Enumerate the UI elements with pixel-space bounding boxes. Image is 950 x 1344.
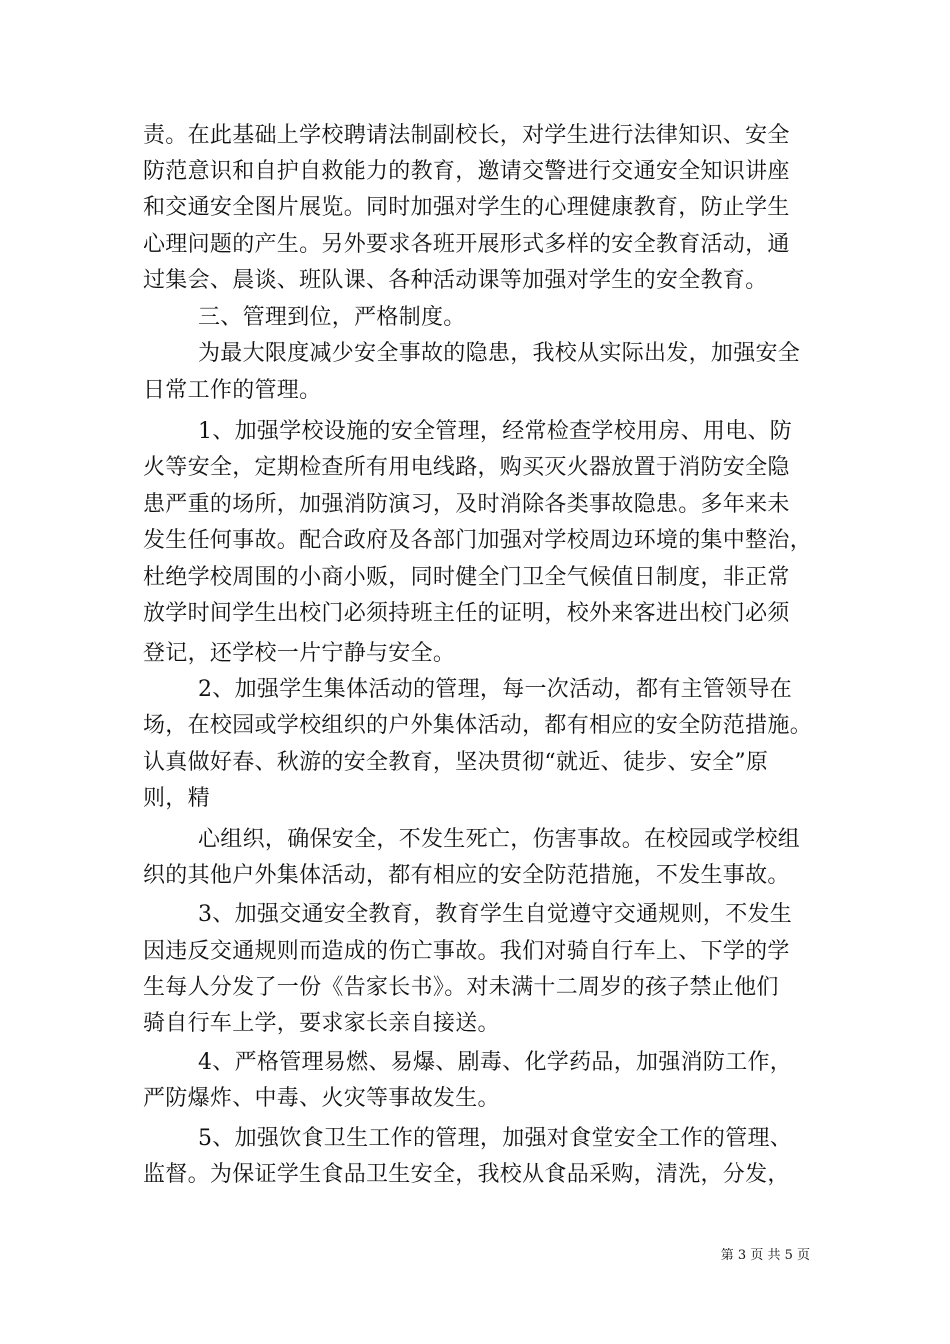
- text-line: 责。在此基础上学校聘请法制副校长，对学生进行法律知识、安全: [143, 123, 790, 148]
- text-line: 4、严格管理易燃、易爆、剧毒、化学药品，加强消防工作，: [198, 1050, 793, 1075]
- text-line: 日常工作的管理。: [143, 378, 322, 403]
- text-line: 因违反交通规则而造成的伤亡事故。我们对骑自行车上、下学的学: [143, 939, 790, 964]
- text-line: 杜绝学校周围的小商小贩，同时健全门卫全气候值日制度，非正常: [143, 565, 790, 590]
- text-line: 场，在校园或学校组织的户外集体活动，都有相应的安全防范措施。: [143, 713, 813, 738]
- text-line: 1、加强学校设施的安全管理，经常检查学校用房、用电、防: [198, 419, 793, 444]
- text-line: 过集会、晨谈、班队课、各种活动课等加强对学生的安全教育。: [143, 268, 768, 293]
- text-line: 心理问题的产生。另外要求各班开展形式多样的安全教育活动，通: [143, 232, 790, 257]
- text-line: 认真做好春、秋游的安全教育，坚决贯彻“就近、徒步、安全”原: [143, 750, 769, 775]
- text-line: 心组织，确保安全，不发生死亡，伤害事故。在校园或学校组: [198, 827, 801, 852]
- section-heading: 三、管理到位，严格制度。: [198, 305, 466, 330]
- text-line: 2、加强学生集体活动的管理，每一次活动，都有主管领导在: [198, 677, 793, 702]
- text-line: 放学时间学生出校门必须持班主任的证明，校外来客进出校门必须: [143, 601, 790, 626]
- text-line: 生每人分发了一份《告家长书》。对未满十二周岁的孩子禁止他们: [143, 975, 779, 1000]
- text-line: 织的其他户外集体活动，都有相应的安全防范措施，不发生事故。: [143, 863, 790, 888]
- text-line: 监督。为保证学生食品卫生安全，我校从食品采购，清洗，分发，: [143, 1162, 790, 1187]
- text-line: 发生任何事故。配合政府及各部门加强对学校周边环境的集中整治，: [143, 528, 813, 553]
- text-line: 和交通安全图片展览。同时加强对学生的心理健康教育，防止学生: [143, 195, 790, 220]
- text-line: 为最大限度减少安全事故的隐患，我校从实际出发，加强安全: [198, 341, 801, 366]
- text-line: 火等安全，定期检查所有用电线路，购买灭火器放置于消防安全隐: [143, 455, 790, 480]
- text-line: 防范意识和自护自救能力的教育，邀请交警进行交通安全知识讲座: [143, 159, 790, 184]
- text-line: 患严重的场所，加强消防演习，及时消除各类事故隐患。多年来未: [143, 492, 790, 517]
- page-number: 第 3 页 共 5 页: [720, 1248, 810, 1263]
- text-line: 骑自行车上学，要求家长亲自接送。: [143, 1011, 500, 1036]
- text-line: 登记，还学校一片宁静与安全。: [143, 641, 456, 666]
- text-line: 5、加强饮食卫生工作的管理，加强对食堂安全工作的管理、: [198, 1126, 793, 1151]
- text-line: 严防爆炸、中毒、火灾等事故发生。: [143, 1086, 500, 1111]
- text-line: 则，精: [143, 786, 210, 811]
- text-line: 3、加强交通安全教育，教育学生自觉遵守交通规则，不发生: [198, 902, 793, 927]
